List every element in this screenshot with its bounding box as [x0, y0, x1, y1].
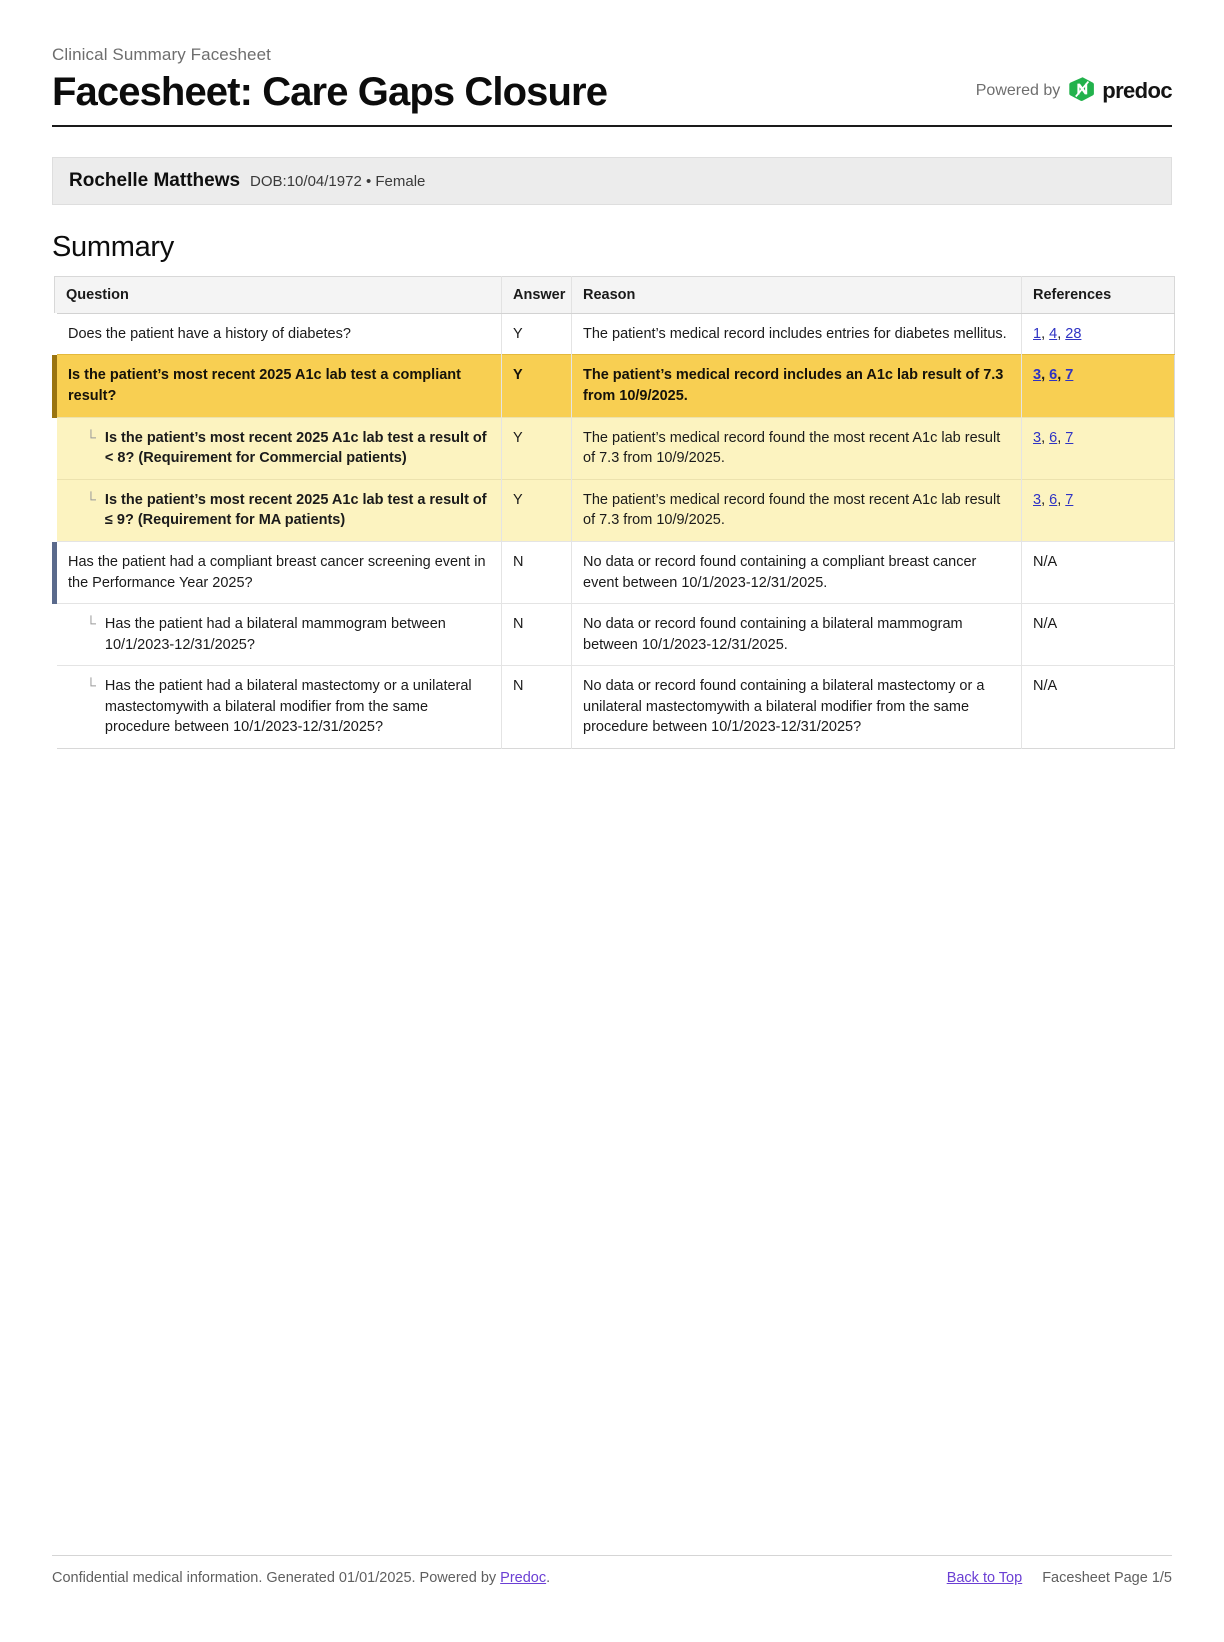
reference-link[interactable]: 4	[1049, 325, 1058, 342]
reference-separator: ,	[1041, 429, 1050, 446]
cell-answer: N	[502, 604, 572, 666]
column-header-answer: Answer	[502, 276, 572, 313]
table-header-row	[55, 276, 1175, 313]
patient-demographics: DOB:10/04/1972 • Female	[250, 172, 426, 190]
cell-references	[1022, 313, 1175, 355]
cell-answer: Y	[502, 479, 572, 541]
cell-answer: Y	[502, 313, 572, 355]
column-header-reason: Reason	[572, 276, 1022, 313]
cell-question	[55, 604, 502, 666]
patient-name: Rochelle Matthews	[69, 169, 241, 191]
cell-references	[1022, 479, 1175, 541]
reference-link[interactable]: 7	[1065, 367, 1074, 384]
cell-references	[1022, 417, 1175, 479]
column-header-references: References	[1022, 276, 1175, 313]
footer-predoc-link[interactable]: Predoc	[500, 1570, 547, 1586]
cell-reason: No data or record found containing a bilateral mammogram between 10/1/2023-12/31/2025.	[572, 604, 1022, 666]
cell-reason: No data or record found containing a compliant breast cancer event between 10/1/2023-12/31/2025.	[572, 541, 1022, 603]
column-header-question: Question	[55, 276, 502, 313]
tree-branch-icon: └	[86, 615, 96, 632]
question-text: Has the patient had a bilateral mastectomy or a unilateral mastectomywith a bilateral modifier from the same procedure between 10/1/2023-12/31/2025?	[104, 678, 472, 736]
header-row	[52, 44, 1172, 115]
cell-question	[55, 479, 502, 541]
footer-right-group	[947, 1570, 1172, 1586]
table-row	[55, 604, 1175, 666]
patient-banner	[52, 157, 1172, 205]
question-text: Is the patient’s most recent 2025 A1c lab test a result of < 8? (Requirement for Commercial patients)	[104, 429, 487, 467]
table-row	[55, 313, 1175, 355]
reference-separator: ,	[1041, 325, 1050, 342]
reference-separator: ,	[1057, 367, 1066, 384]
tree-branch-icon: └	[86, 428, 96, 445]
reference-link[interactable]: 7	[1065, 429, 1074, 446]
header-divider	[52, 125, 1172, 127]
reference-link[interactable]: 6	[1049, 429, 1058, 446]
reference-not-available: N/A	[1033, 553, 1058, 570]
summary-table-body	[55, 313, 1175, 748]
summary-table	[52, 276, 1175, 749]
cell-question	[55, 541, 502, 603]
cell-reason: The patient’s medical record found the most recent A1c lab result of 7.3 from 10/9/2025.	[572, 479, 1022, 541]
table-row	[55, 417, 1175, 479]
back-to-top-link[interactable]: Back to Top	[946, 1570, 1023, 1586]
header-titles	[52, 44, 607, 115]
section-title-summary: Summary	[52, 230, 174, 263]
table-row	[55, 355, 1175, 417]
brand-name: predoc	[1102, 78, 1172, 104]
powered-by-label: Powered by	[975, 82, 1061, 100]
cell-references	[1022, 541, 1175, 603]
reference-separator: ,	[1057, 325, 1066, 342]
page-number-label: Facesheet Page 1/5	[1042, 1570, 1172, 1586]
page-footer	[52, 1555, 1172, 1586]
question-text: Does the patient have a history of diabetes?	[68, 325, 351, 342]
reference-link[interactable]: 6	[1049, 491, 1058, 508]
powered-by-block	[976, 76, 1172, 115]
predoc-logo-icon	[1069, 76, 1095, 107]
tree-branch-icon: └	[86, 677, 96, 694]
footer-confidentiality-note	[52, 1570, 550, 1586]
summary-table-head	[55, 276, 1175, 313]
cell-question	[55, 417, 502, 479]
cell-answer: Y	[502, 355, 572, 417]
reference-separator: ,	[1041, 367, 1050, 384]
cell-question	[55, 666, 502, 749]
reference-link[interactable]: 7	[1065, 491, 1074, 508]
cell-reason: The patient’s medical record includes an A1c lab result of 7.3 from 10/9/2025.	[572, 355, 1022, 417]
page-header	[52, 0, 1172, 127]
reference-link[interactable]: 28	[1065, 325, 1082, 342]
cell-reason: The patient’s medical record includes entries for diabetes mellitus.	[572, 313, 1022, 355]
cell-answer: Y	[502, 417, 572, 479]
footer-text-before: Confidential medical information. Generated 01/01/2025. Powered by	[52, 1570, 501, 1586]
question-text: Has the patient had a bilateral mammogram between 10/1/2023-12/31/2025?	[104, 616, 446, 653]
reference-not-available: N/A	[1033, 616, 1058, 633]
reference-separator: ,	[1057, 429, 1066, 446]
cell-answer: N	[502, 666, 572, 749]
cell-references	[1022, 666, 1175, 749]
cell-references	[1022, 355, 1175, 417]
page-title: Facesheet: Care Gaps Closure	[52, 70, 608, 115]
reference-link[interactable]: 3	[1033, 429, 1042, 446]
reference-not-available: N/A	[1033, 678, 1058, 695]
cell-reason: The patient’s medical record found the most recent A1c lab result of 7.3 from 10/9/2025.	[572, 417, 1022, 479]
table-row	[55, 666, 1175, 749]
cell-references	[1022, 604, 1175, 666]
cell-reason: No data or record found containing a bilateral mastectomy or a unilateral mastectomywith a bilateral modifier from the same procedure between 10/1/2023-12/31/2025?	[572, 666, 1022, 749]
document-eyebrow: Clinical Summary Facesheet	[52, 45, 271, 64]
cell-question	[55, 313, 502, 355]
table-row	[55, 541, 1175, 603]
cell-answer: N	[502, 541, 572, 603]
brand-logo	[1069, 76, 1172, 107]
reference-link[interactable]: 1	[1033, 325, 1042, 342]
reference-link[interactable]: 3	[1033, 491, 1042, 508]
reference-separator: ,	[1041, 491, 1050, 508]
question-text: Is the patient’s most recent 2025 A1c lab test a result of ≤ 9? (Requirement for MA patients)	[104, 491, 487, 529]
cell-question	[55, 355, 502, 417]
footer-text-after: .	[546, 1570, 551, 1586]
reference-link[interactable]: 6	[1049, 367, 1058, 384]
question-text: Is the patient’s most recent 2025 A1c lab test a compliant result?	[68, 367, 461, 405]
reference-separator: ,	[1057, 491, 1066, 508]
question-text: Has the patient had a compliant breast cancer screening event in the Performance Year 2025?	[68, 553, 486, 591]
reference-link[interactable]: 3	[1033, 367, 1042, 384]
table-row	[55, 479, 1175, 541]
tree-branch-icon: └	[86, 490, 96, 507]
